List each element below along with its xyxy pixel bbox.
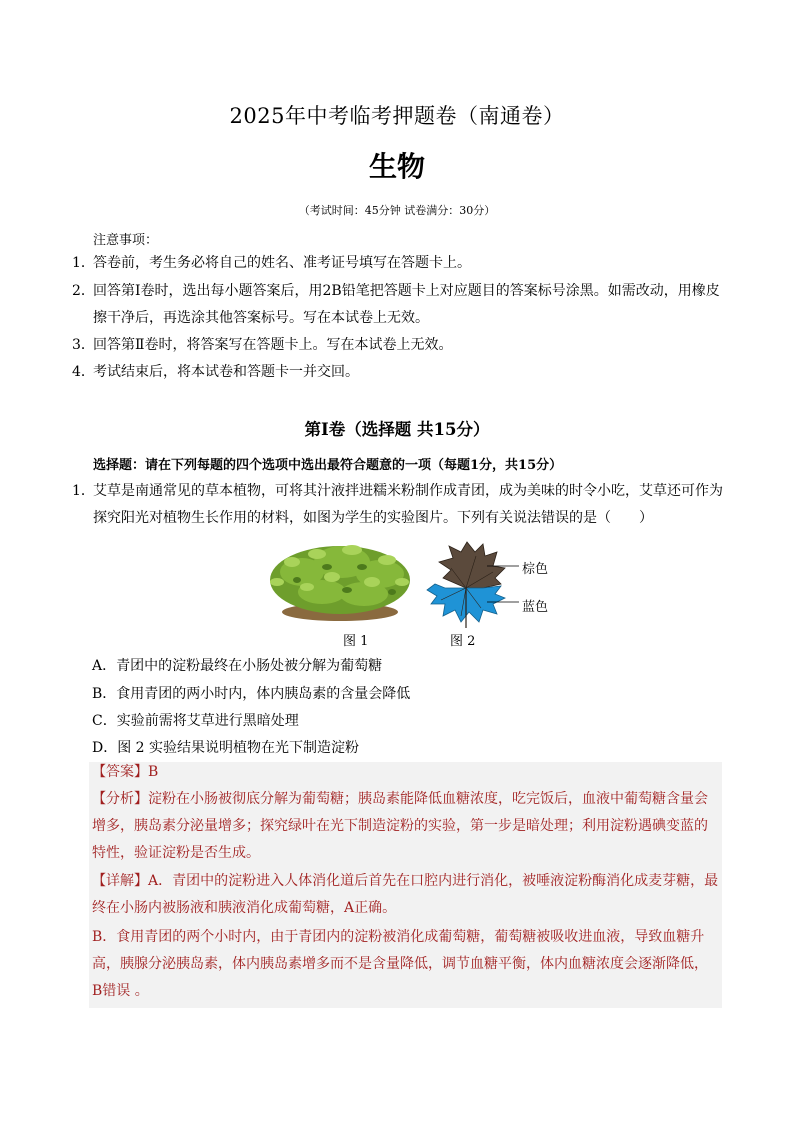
- analysis-line: 增多，胰岛素分泌量增多；探究绿叶在光下制造淀粉的实验，第一步是暗处理；利用淀粉遇碘变蓝的: [92, 818, 708, 834]
- label-brown: 棕色: [522, 562, 549, 577]
- exam-info: （考试时间：45分钟 试卷满分：30分）: [298, 204, 496, 217]
- subject-title: 生物: [368, 150, 425, 183]
- note-item: [72, 250, 732, 277]
- notes-title: 注意事项：: [93, 233, 159, 248]
- option-d: D．图 2 实验结果说明植物在光下制造淀粉: [92, 740, 360, 756]
- note-item: [72, 278, 732, 332]
- mugwort-photo: [262, 532, 417, 624]
- detail-line: B错误 。: [92, 983, 149, 999]
- question-number: 1．: [72, 483, 95, 499]
- detail-line: B．食用青团的两个小时内，由于青团内的淀粉被消化成葡萄糖，葡萄糖被吸收进血液，导致血糖升: [92, 929, 705, 945]
- option-b: B．食用青团的两小时内，体内胰岛素的含量会降低: [92, 686, 411, 702]
- question-stem: [72, 478, 732, 532]
- detail-line: 【详解】A．青团中的淀粉进入人体消化道后首先在口腔内进行消化，被唾液淀粉酶消化成麦芽糖，最: [92, 873, 719, 889]
- note-text: 回答第Ⅰ卷时，选出每小题答案后，用2B铅笔把答题卡上对应题目的答案标号涂黑。如需改动，用橡皮擦干净后，再选涂其他答案标号。写在本试卷上无效。: [93, 283, 720, 326]
- note-number: 4．: [72, 364, 95, 380]
- note-number: 2．: [72, 283, 95, 299]
- label-blue: 蓝色: [522, 600, 549, 615]
- note-text: 回答第Ⅱ卷时，将答案写在答题卡上。写在本试卷上无效。: [93, 337, 453, 353]
- note-text: 答卷前，考生务必将自己的姓名、准考证号填写在答题卡上。: [93, 255, 471, 271]
- page-title: 2025年中考临考押题卷（南通卷）: [229, 104, 565, 128]
- note-number: 1．: [72, 255, 95, 271]
- note-item: [72, 359, 732, 386]
- question-text: 艾草是南通常见的草本植物，可将其汁液拌进糯米粉制作成青团，成为美味的时令小吃，艾草还可作为探究阳光对植物生长作用的材料，如图为学生的实验图片。下列有关说法错误的是（ ）: [93, 483, 723, 526]
- option-a: A．青团中的淀粉最终在小肠处被分解为葡萄糖: [92, 658, 383, 674]
- section-title: 第Ⅰ卷（选择题 共15分）: [304, 420, 490, 439]
- analysis-line: 特性，验证淀粉是否生成。: [92, 845, 260, 861]
- analysis-line: 【分析】淀粉在小肠被彻底分解为葡萄糖；胰岛素能降低血糖浓度，吃完饭后，血液中葡萄糖含量会: [92, 791, 708, 807]
- option-c: C．实验前需将艾草进行黑暗处理: [92, 713, 299, 729]
- leaf-diagram: [421, 538, 561, 630]
- figure1-caption: 图 1: [343, 634, 369, 649]
- detail-line: 终在小肠内被肠液和胰液消化成葡萄糖，A正确。: [92, 900, 397, 916]
- section-instruction: 选择题：请在下列每题的四个选项中选出最符合题意的一项（每题1分，共15分）: [93, 458, 563, 473]
- note-text: 考试结束后，将本试卷和答题卡一并交回。: [93, 364, 359, 380]
- leaf-brown-part: [439, 542, 505, 588]
- detail-line: 高，胰腺分泌胰岛素，体内胰岛素增多而不是含量降低，调节血糖平衡，体内血糖浓度会逐渐降低，: [92, 956, 708, 972]
- note-number: 3．: [72, 337, 95, 353]
- figure2-caption: 图 2: [450, 634, 476, 649]
- note-item: [72, 332, 732, 359]
- answer-line: 【答案】B: [92, 764, 159, 780]
